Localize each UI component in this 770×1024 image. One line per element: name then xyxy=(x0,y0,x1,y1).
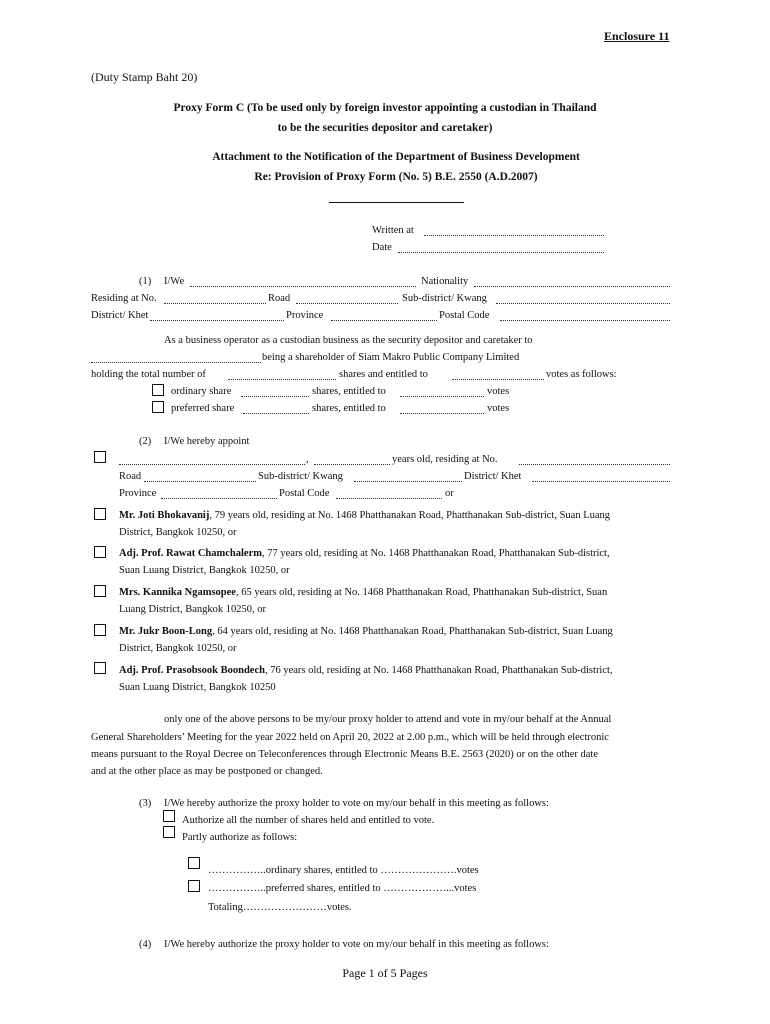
written-at-label: Written at xyxy=(372,225,414,236)
partly-ordinary-checkbox[interactable] xyxy=(188,857,200,869)
proxy-option-4 xyxy=(119,625,613,638)
shares-entitled-label: shares and entitled to xyxy=(339,369,428,380)
partly-ordinary-line: ……………..ordinary shares, entitled to ………………….votes xyxy=(208,865,479,876)
preferred-entitled-label: shares, entitled to xyxy=(312,403,386,414)
written-at-field[interactable] xyxy=(424,226,604,236)
proxy-name-3: Mrs. Kannika Ngamsopee xyxy=(119,587,236,598)
proxy-or-label: or xyxy=(445,488,454,499)
ordinary-shares-field[interactable] xyxy=(241,387,309,397)
date-label: Date xyxy=(372,242,392,253)
meeting-paragraph-line-3: means pursuant to the Royal Decree on Teleconferences through Electronic Means B.E. 2563 (2020) or on the other date xyxy=(91,749,598,760)
meeting-paragraph-line-4: and at the other place as may be postponed or changed. xyxy=(91,766,323,777)
totaling-line: Totaling……………………votes. xyxy=(208,902,352,913)
ordinary-share-checkbox[interactable] xyxy=(152,384,164,396)
postal-code-label: Postal Code xyxy=(439,310,490,321)
ordinary-share-label: ordinary share xyxy=(171,386,232,397)
partly-authorize-checkbox[interactable] xyxy=(163,826,175,838)
votes-as-follows-label: votes as follows: xyxy=(546,369,617,380)
proxy-name-1: Mr. Joti Bhokavanij xyxy=(119,510,210,521)
proxy-address-4: District, Bangkok 10250, or xyxy=(119,643,237,654)
ordinary-votes-label: votes xyxy=(487,386,510,397)
proxy-detail-2: , 77 years old, residing at No. 1468 Phatthanakan Road, Phatthanakan Sub-district, xyxy=(262,548,610,559)
proxy-checkbox-1[interactable] xyxy=(94,508,106,520)
section-4-number: (4) xyxy=(139,939,152,950)
proxy-checkbox-2[interactable] xyxy=(94,546,106,558)
proxy-postal-field[interactable] xyxy=(336,489,442,499)
attachment-line-2: Re: Provision of Proxy Form (No. 5) B.E. 2550 (A.D.2007) xyxy=(254,171,538,183)
proxy-detail-1: , 79 years old, residing at No. 1468 Phatthanakan Road, Phatthanakan Sub-district, Suan Luang xyxy=(209,510,611,521)
district-field[interactable] xyxy=(150,311,284,321)
road-field[interactable] xyxy=(296,294,398,304)
preferred-votes-label: votes xyxy=(487,403,510,414)
preferred-votes-field[interactable] xyxy=(400,404,484,414)
proxy-road-field[interactable] xyxy=(144,472,256,482)
total-votes-field[interactable] xyxy=(452,370,544,380)
title-line-1: Proxy Form C (To be used only by foreign investor appointing a custodian in Thailand xyxy=(173,102,597,114)
proxy-name-2: Adj. Prof. Rawat Chamchalerm xyxy=(119,548,262,559)
proxy-address-no-field[interactable] xyxy=(519,455,670,465)
proxy-age-field[interactable] xyxy=(314,455,390,465)
title-line-2: to be the securities depositor and caretaker) xyxy=(277,122,493,134)
province-label: Province xyxy=(286,310,324,321)
nationality-label: Nationality xyxy=(421,276,469,287)
proxy-postal-label: Postal Code xyxy=(279,488,330,499)
section-3-number: (3) xyxy=(139,798,152,809)
residing-label: Residing at No. xyxy=(91,293,157,304)
proxy-checkbox-3[interactable] xyxy=(94,585,106,597)
proxy-detail-5: , 76 years old, residing at No. 1468 Phatthanakan Road, Phatthanakan Sub-district, xyxy=(264,665,613,676)
province-field[interactable] xyxy=(331,311,437,321)
page-number: Page 1 of 5 Pages xyxy=(342,966,428,980)
attachment-line-1: Attachment to the Notification of the Department of Business Development xyxy=(212,151,580,163)
subdistrict-field[interactable] xyxy=(496,294,670,304)
proxy-detail-3: , 65 years old, residing at No. 1468 Phatthanakan Road, Phatthanakan Sub-district, Suan xyxy=(235,587,608,598)
proxy-name-field[interactable] xyxy=(119,455,305,465)
proxy-address-2: Suan Luang District, Bangkok 10250, or xyxy=(119,565,290,576)
appoint-label: I/We hereby appoint xyxy=(164,436,250,447)
duty-stamp-label: (Duty Stamp Baht 20) xyxy=(91,70,198,84)
preferred-shares-field[interactable] xyxy=(243,404,309,414)
meeting-paragraph-line-1: only one of the above persons to be my/our proxy holder to attend and vote in my/our behalf at the Annual xyxy=(164,714,612,725)
custom-proxy-checkbox[interactable] xyxy=(94,451,106,463)
proxy-district-field[interactable] xyxy=(532,472,670,482)
proxy-option-5 xyxy=(119,664,613,677)
proxy-option-1 xyxy=(119,509,610,522)
proxy-road-label: Road xyxy=(119,471,142,482)
district-label: District/ Khet xyxy=(91,310,149,321)
authorize-all-checkbox[interactable] xyxy=(163,810,175,822)
iwe-label: I/We xyxy=(164,276,185,287)
meeting-paragraph-line-2: General Shareholders’ Meeting for the year 2022 held on April 20, 2022 at 2.00 p.m., which will be held through electronic xyxy=(91,732,609,743)
section-4-text: I/We hereby authorize the proxy holder to vote on my/our behalf in this meeting as follows: xyxy=(164,939,549,950)
preferred-share-checkbox[interactable] xyxy=(152,401,164,413)
proxy-option-2 xyxy=(119,547,610,560)
enclosure-label: Enclosure 11 xyxy=(604,29,670,43)
subdistrict-label: Sub-district/ Kwang xyxy=(402,293,487,304)
operator-text: As a business operator as a custodian business as the security depositor and caretaker to xyxy=(164,335,533,346)
total-shares-field[interactable] xyxy=(228,370,336,380)
years-old-label: years old, residing at No. xyxy=(392,454,498,465)
nationality-field[interactable] xyxy=(474,277,670,287)
custodian-name-field[interactable] xyxy=(91,353,261,363)
proxy-subdistrict-field[interactable] xyxy=(354,472,462,482)
proxy-address-3: Luang District, Bangkok 10250, or xyxy=(119,604,266,615)
partly-authorize-label: Partly authorize as follows: xyxy=(182,832,298,843)
comma-mark: , xyxy=(306,454,309,465)
iwe-name-field[interactable] xyxy=(190,277,416,287)
partly-preferred-line: ……………..preferred shares, entitled to ………………...votes xyxy=(208,883,477,894)
proxy-district-label: District/ Khet xyxy=(464,471,522,482)
proxy-option-3 xyxy=(119,586,607,599)
header-divider xyxy=(329,202,464,203)
authorize-all-label: Authorize all the number of shares held and entitled to vote. xyxy=(182,815,435,826)
proxy-subdistrict-label: Sub-district/ Kwang xyxy=(258,471,343,482)
proxy-detail-4: , 64 years old, residing at No. 1468 Phatthanakan Road, Phatthanakan Sub-district, Suan Luang xyxy=(212,626,613,637)
ordinary-entitled-label: shares, entitled to xyxy=(312,386,386,397)
proxy-checkbox-5[interactable] xyxy=(94,662,106,674)
partly-preferred-checkbox[interactable] xyxy=(188,880,200,892)
holding-label: holding the total number of xyxy=(91,369,206,380)
preferred-share-label: preferred share xyxy=(171,403,235,414)
postal-code-field[interactable] xyxy=(500,311,670,321)
proxy-address-1: District, Bangkok 10250, or xyxy=(119,527,237,538)
residing-no-field[interactable] xyxy=(164,294,266,304)
date-field[interactable] xyxy=(398,243,604,253)
proxy-address-5: Suan Luang District, Bangkok 10250 xyxy=(119,682,276,693)
proxy-checkbox-4[interactable] xyxy=(94,624,106,636)
proxy-province-label: Province xyxy=(119,488,157,499)
shareholder-text: being a shareholder of Siam Makro Public Company Limited xyxy=(262,352,520,363)
section-3-text: I/We hereby authorize the proxy holder to vote on my/our behalf in this meeting as follows: xyxy=(164,798,549,809)
ordinary-votes-field[interactable] xyxy=(400,387,484,397)
proxy-name-5: Adj. Prof. Prasobsook Boondech xyxy=(119,665,265,676)
section-2-number: (2) xyxy=(139,436,152,447)
proxy-name-4: Mr. Jukr Boon-Long xyxy=(119,626,213,637)
section-1-number: (1) xyxy=(139,276,152,287)
proxy-province-field[interactable] xyxy=(161,489,277,499)
road-label: Road xyxy=(268,293,291,304)
